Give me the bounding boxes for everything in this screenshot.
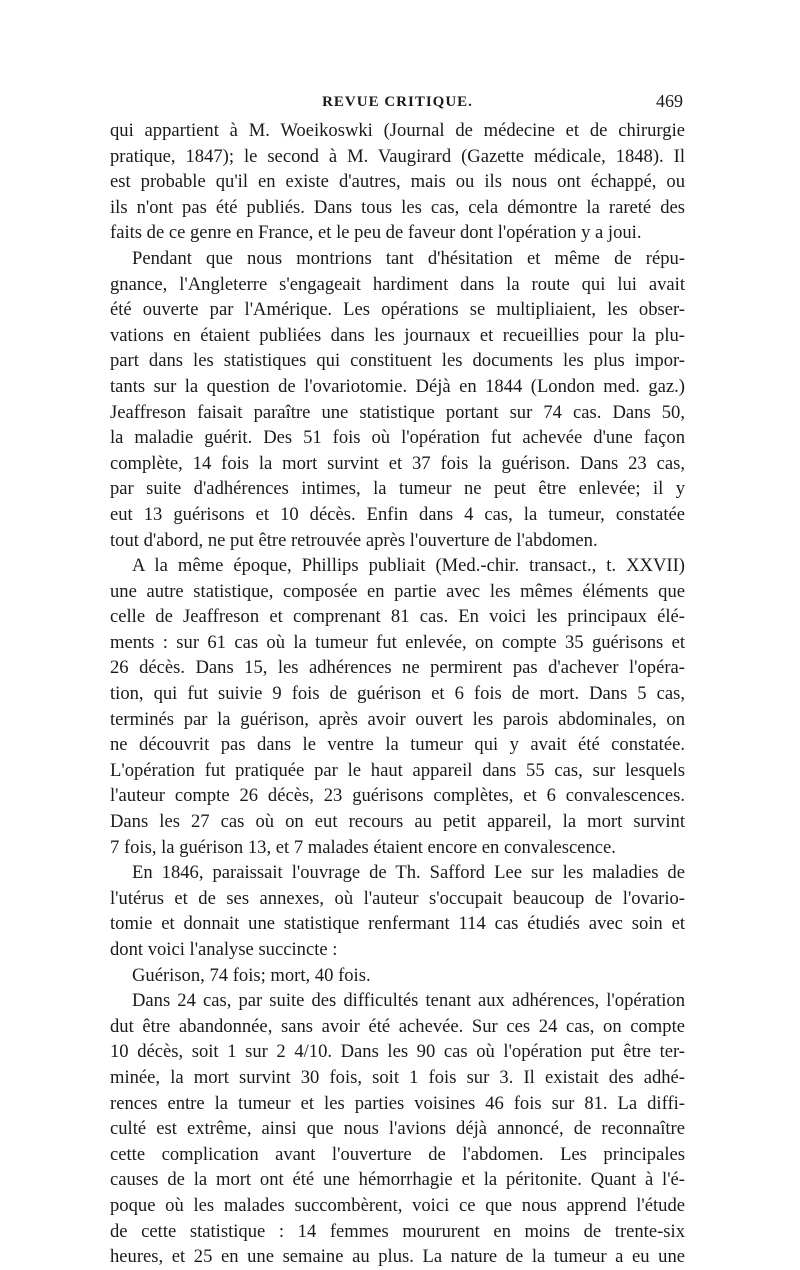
text-line: 10 décès, soit 1 sur 2 4/10. Dans les 90 cas où l'opération put être ter-: [110, 1041, 685, 1063]
running-title: REVUE CRITIQUE.: [322, 94, 473, 110]
text-line: tout d'abord, ne put être retrouvée après l'ouverture de l'abdomen.: [110, 529, 598, 551]
text-line: qui appartient à M. Woeikoswki (Journal de médecine et de chirurgie: [110, 120, 685, 141]
text-line: complète, 14 fois la mort survint et 37 fois la guérison. Dans 23 cas,: [110, 452, 685, 474]
body-text: [110, 118, 685, 1270]
page-number: 469: [656, 91, 683, 111]
text-line: l'utérus et de ses annexes, où l'auteur s'occupait beaucoup de l'ovario-: [110, 887, 685, 909]
text-line: heures, et 25 en une semaine au plus. La nature de la tumeur a eu une: [110, 1246, 685, 1268]
document-page: [110, 88, 685, 1270]
text-line: poque où les malades succombèrent, voici ce que nous apprend l'étude: [110, 1194, 685, 1216]
text-line: tomie et donnait une statistique renfermant 114 cas étudiés avec soin et: [110, 913, 685, 935]
text-line: L'opération fut pratiquée par le haut appareil dans 55 cas, sur lesquels: [110, 759, 685, 781]
text-line: En 1846, paraissait l'ouvrage de Th. Safford Lee sur les maladies de: [132, 862, 685, 884]
text-line: dut être abandonnée, sans avoir été achevée. Sur ces 24 cas, on compte: [110, 1015, 685, 1037]
text-line: tion, qui fut suivie 9 fois de guérison et 6 fois de mort. Dans 5 cas,: [110, 683, 685, 705]
text-line: celle de Jeaffreson et comprenant 81 cas. En voici les principaux élé-: [110, 606, 685, 628]
text-line: par suite d'adhérences intimes, la tumeur ne peut être enlevée; il y: [110, 478, 685, 500]
text-line: de cette statistique : 14 femmes moururent en moins de trente-six: [110, 1220, 685, 1242]
text-line: dont voici l'analyse succincte :: [110, 939, 338, 960]
text-line: la maladie guérit. Des 51 fois où l'opération fut achevée d'une façon: [110, 427, 685, 449]
text-line: 26 décès. Dans 15, les adhérences ne permirent pas d'achever l'opéra-: [110, 657, 685, 679]
text-line: ils n'ont pas été publiés. Dans tous les cas, cela démontre la rareté des: [110, 196, 685, 218]
running-header: [110, 88, 685, 118]
text-line: faits de ce genre en France, et le peu de faveur dont l'opération y a joui.: [110, 222, 642, 244]
text-line: ne découvrit pas dans le ventre la tumeur qui y avait été constatée.: [110, 734, 685, 756]
text-line: part dans les statistiques qui constituent les documents les plus impor-: [110, 350, 685, 372]
text-line: été ouverte par l'Amérique. Les opérations se multipliaient, les obser-: [110, 299, 685, 321]
text-line: pratique, 1847); le second à M. Vaugirard (Gazette médicale, 1848). Il: [110, 145, 685, 167]
text-line: est probable qu'il en existe d'autres, mais ou ils nous ont échappé, ou: [110, 171, 685, 193]
text-line: Dans 24 cas, par suite des difficultés tenant aux adhérences, l'opération: [132, 990, 685, 1012]
text-line: minée, la mort survint 30 fois, soit 1 fois sur 3. Il existait des adhé-: [110, 1066, 685, 1088]
text-line: culté est extrême, ainsi que nous l'avions déjà annoncé, de reconnaître: [110, 1118, 685, 1140]
text-line: A la même époque, Phillips publiait (Med.-chir. transact., t. XXVII): [132, 555, 685, 577]
text-line: l'auteur compte 26 décès, 23 guérisons complètes, et 6 convalescences.: [110, 785, 685, 807]
text-line: eut 13 guérisons et 10 décès. Enfin dans 4 cas, la tumeur, constatée: [110, 503, 685, 525]
text-line: gnance, l'Angleterre s'engageait hardiment dans la route qui lui avait: [110, 273, 685, 295]
text-line: tants sur la question de l'ovariotomie. Déjà en 1844 (London med. gaz.): [110, 375, 685, 397]
text-line: causes de la mort ont été une hémorrhagie et la péritonite. Quant à l'é-: [110, 1169, 685, 1191]
text-line: Jeaffreson faisait paraître une statistique portant sur 74 cas. Dans 50,: [110, 401, 685, 423]
text-line: Pendant que nous montrions tant d'hésitation et même de répu-: [132, 247, 685, 269]
text-line: 7 fois, la guérison 13, et 7 malades étaient encore en convalescence.: [110, 836, 616, 858]
text-line: terminés par la guérison, après avoir ouvert les parois abdominales, on: [110, 708, 685, 730]
text-line: Dans les 27 cas où on eut recours au petit appareil, la mort survint: [110, 811, 685, 833]
text-line: vations en étaient publiées dans les journaux et recueillies pour la plu-: [110, 324, 685, 346]
text-line: rences entre la tumeur et les parties voisines 46 fois sur 81. La diffi-: [110, 1092, 685, 1114]
text-line: ments : sur 61 cas où la tumeur fut enlevée, on compte 35 guérisons et: [110, 631, 685, 653]
text-line: une autre statistique, composée en partie avec les mêmes éléments que: [110, 580, 685, 602]
text-line: Guérison, 74 fois; mort, 40 fois.: [132, 964, 371, 986]
text-line: cette complication avant l'ouverture de l'abdomen. Les principales: [110, 1143, 685, 1165]
